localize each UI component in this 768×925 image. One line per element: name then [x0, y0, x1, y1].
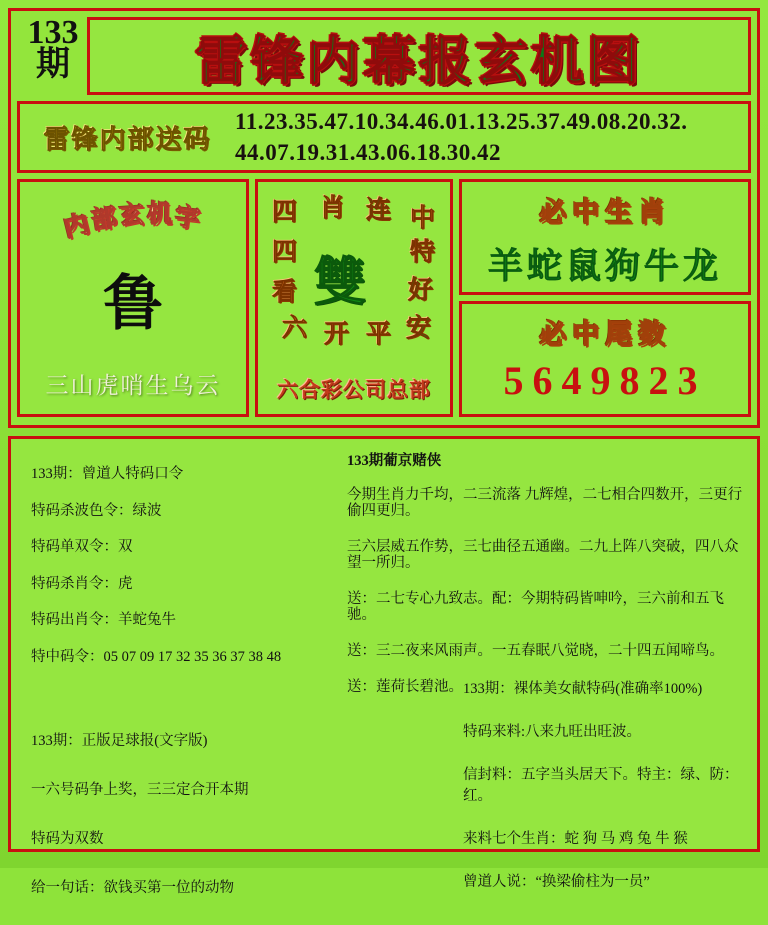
top-panel — [8, 8, 760, 428]
puzzle-char-1: 四 — [272, 199, 298, 226]
puzzle-char-12: 安 — [406, 315, 432, 342]
numbers-line-1: 11.23.35.47.10.34.46.01.13.25.37.49.08.20.32. — [235, 108, 688, 134]
arc-char-5: 字 — [173, 203, 205, 234]
puzzle-char-5: 四 — [272, 239, 298, 266]
middle-line-3: 送：二七专心九致志。配：今期特码皆呻吟，三六前和五飞驰。 — [347, 590, 724, 623]
arc-char-1: 内 — [60, 209, 95, 243]
left-text-block — [31, 467, 331, 686]
arc-char-4: 机 — [146, 200, 176, 229]
left-line-6: 特中码令：05 07 09 17 32 35 36 37 38 48 — [31, 648, 282, 665]
puzzle-char-8: 好 — [408, 277, 434, 304]
left2-line-2: 一六号码争上奖，三三定合开本期 — [31, 782, 249, 798]
middle-line-4: 送：三二夜来风雨声。一五春眠八觉晓，二十四五闻啼鸟。 — [347, 642, 724, 659]
tails-numbers: 5649823 — [503, 358, 707, 403]
puzzle-char-2: 肖 — [320, 195, 346, 222]
bottom-panel — [8, 436, 760, 896]
arc-char-2: 部 — [89, 203, 122, 235]
middle-line-5: 送：莲荷长碧池。 — [347, 678, 463, 695]
middle-title: 133期葡京赌侠 — [347, 453, 442, 469]
left-line-1: 133期：曾道人特码口令 — [31, 466, 184, 482]
right-title: 133期：裸体美女献特码(准确率100%) — [463, 681, 703, 697]
right-line-3: 来料七个生肖：蛇 狗 马 鸡 兔 牛 猴 — [463, 831, 688, 847]
left2-line-4: 给一句话：欲钱买第一位的动物 — [31, 880, 234, 896]
puzzle-footer: 六合彩公司总部 — [277, 378, 431, 402]
zodiac-box — [459, 179, 751, 295]
middle-row — [17, 179, 751, 417]
middle-line-1: 今期生肖力千均，二三流落 九辉煌，二七相合四数开，三更行偷四更归。 — [347, 487, 743, 519]
puzzle-char-9: 六 — [282, 315, 308, 342]
tails-box — [459, 301, 751, 417]
left-line-2: 特码杀波色令：绿波 — [31, 502, 162, 519]
puzzle-char-11: 平 — [366, 321, 392, 348]
right-text-block — [463, 677, 749, 913]
zodiac-title: 必中生肖 — [539, 197, 671, 227]
left2-line-1: 133期：正版足球报(文字版) — [31, 733, 208, 749]
puzzle-char-7: 看 — [272, 279, 298, 306]
left-line-5: 特码出肖令：羊蛇兔牛 — [31, 612, 176, 628]
episode-number — [23, 14, 83, 84]
mystery-word-title — [19, 194, 246, 243]
right-column — [459, 179, 751, 417]
numbers-line-2: 44.07.19.31.43.06.18.30.42 — [235, 140, 501, 165]
puzzle-char-10: 开 — [324, 321, 350, 348]
puzzle-grid — [258, 188, 450, 348]
mystery-poem: 三山虎哨生乌云 — [45, 373, 221, 398]
episode-digit-2: 期 — [36, 46, 70, 84]
tails-title: 必中尾数 — [539, 319, 671, 349]
title-band — [87, 17, 751, 95]
puzzle-char-6: 特 — [410, 239, 436, 266]
left-text-block-2 — [31, 729, 341, 925]
episode-digit-1: 133 — [27, 14, 79, 51]
puzzle-big-character: 雙 — [314, 255, 367, 312]
left-line-4: 特码杀肖令：虎 — [31, 575, 133, 592]
puzzle-char-4: 中 — [410, 205, 436, 232]
inside-numbers-band — [17, 101, 751, 173]
middle-line-2: 三六层威五作势，三七曲径五通幽。二九上阵八突破，四八众望一所归。 — [347, 538, 739, 571]
right-line-2: 信封料：五字当头居天下。特主：绿、防：红。 — [463, 767, 739, 804]
arc-char-3: 玄 — [118, 201, 148, 230]
puzzle-char-3: 连 — [366, 197, 392, 224]
right-line-1: 特码来料:八来九旺出旺波。 — [463, 724, 642, 740]
puzzle-box — [255, 179, 453, 417]
mystery-big-character: 鲁 — [103, 271, 163, 337]
zodiac-list: 羊蛇鼠狗牛龙 — [487, 247, 722, 286]
page-title: 雷锋内幕报玄机图 — [194, 33, 643, 91]
middle-text-block — [347, 449, 747, 716]
inside-numbers-label: 雷锋内部送码 — [43, 124, 212, 154]
left-line-3: 特码单双令：双 — [31, 539, 133, 555]
left2-line-3: 特码为双数 — [31, 831, 104, 847]
right-line-4: 曾道人说：“换梁偷柱为一员” — [463, 874, 650, 890]
mystery-word-box — [17, 179, 249, 417]
inside-numbers-values — [235, 104, 748, 170]
